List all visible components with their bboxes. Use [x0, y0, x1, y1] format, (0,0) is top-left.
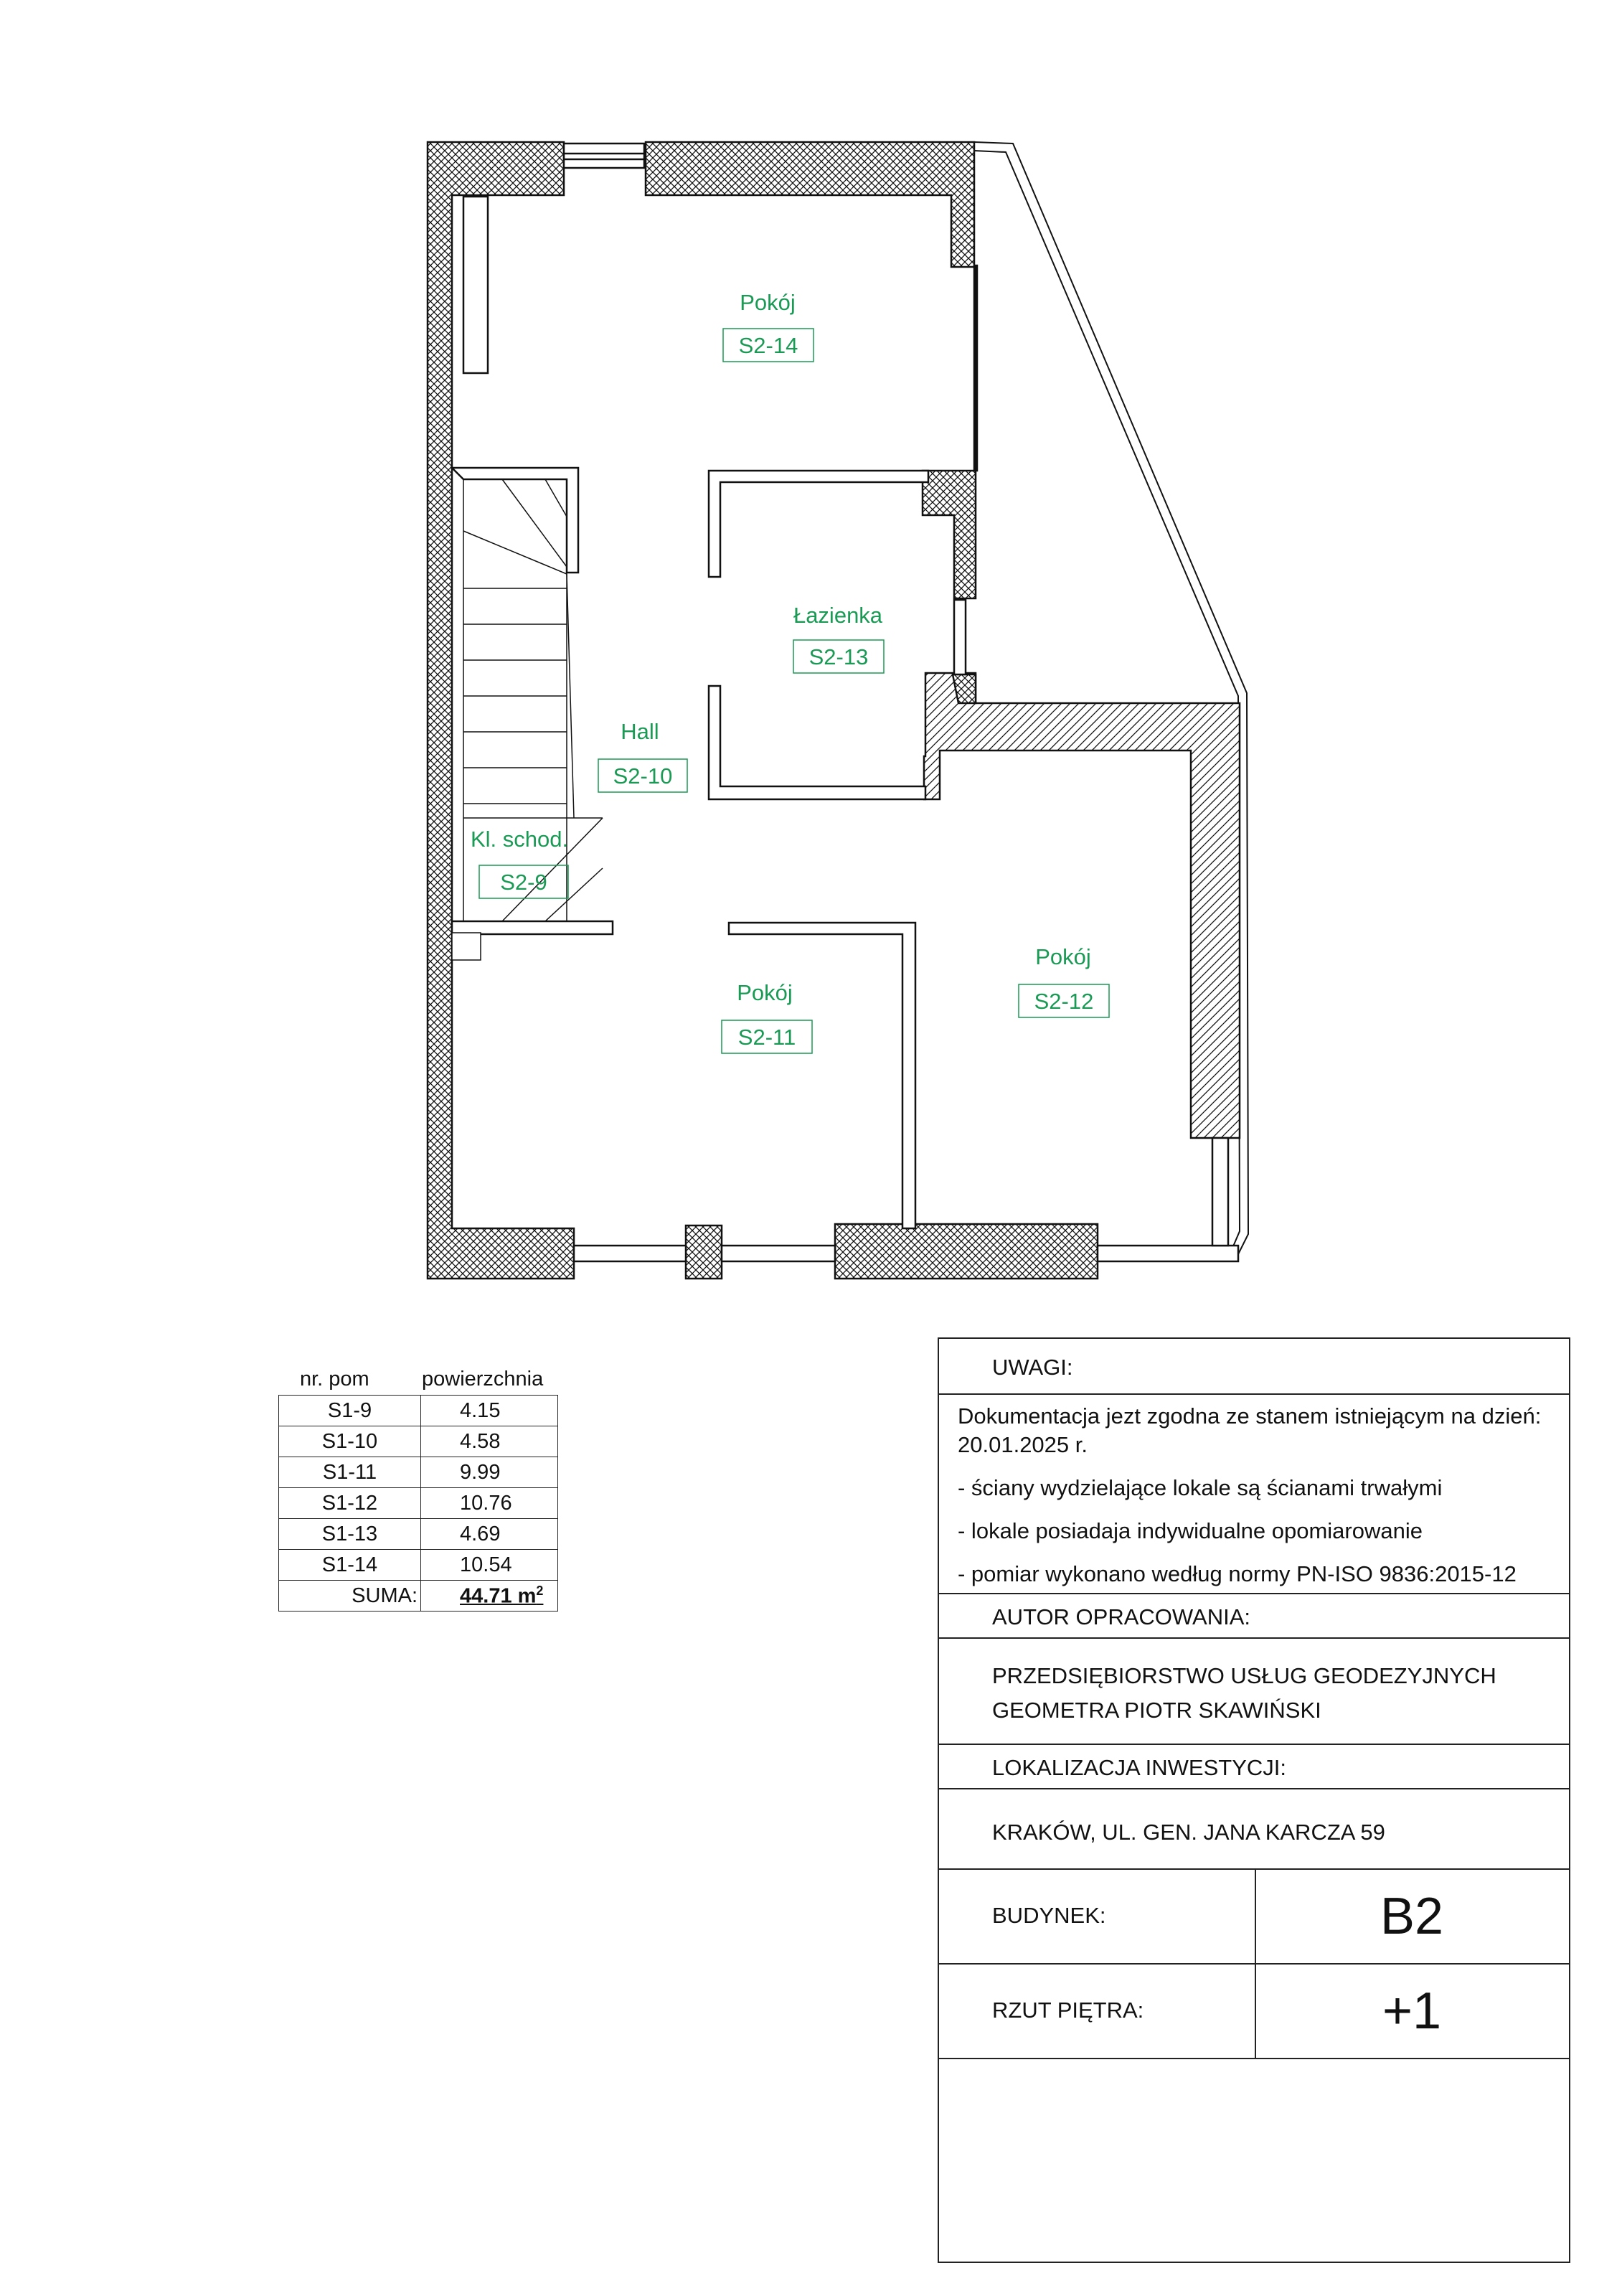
room-number-cell: S1-12 [279, 1488, 421, 1519]
room-area-cell: 10.54 [421, 1550, 558, 1581]
room-area-cell: 4.15 [421, 1396, 558, 1426]
room-area-cell: 10.76 [421, 1488, 558, 1519]
room-label-s2-9 [471, 827, 568, 898]
col-room-header: nr. pom [300, 1368, 369, 1391]
svg-text:Pokój: Pokój [740, 290, 796, 315]
svg-text:S2-14: S2-14 [738, 333, 798, 358]
area-table-body [278, 1395, 558, 1612]
svg-text:S2-9: S2-9 [500, 870, 547, 895]
col-area-header: powierzchnia [422, 1368, 544, 1391]
svg-text:Pokój: Pokój [1035, 944, 1091, 969]
location-value: KRAKÓW, UL. GEN. JANA KARCZA 59 [992, 1820, 1385, 1845]
table-row [279, 1550, 558, 1581]
author-line: PRZEDSIĘBIORSTWO USŁUG GEODEZYJNYCH [992, 1663, 1496, 1688]
notes-list [958, 1402, 1541, 1589]
area-table [278, 1366, 558, 1612]
note-line: Dokumentacja jezt zgodna ze stanem istniejącym na dzień: [958, 1403, 1542, 1429]
building-row [939, 1870, 1569, 1965]
notes-header: UWAGI: [992, 1355, 1073, 1380]
building-value: B2 [1380, 1888, 1444, 1945]
room-number-cell: S1-11 [279, 1457, 421, 1488]
svg-text:S2-11: S2-11 [737, 1025, 796, 1050]
svg-text:S2-12: S2-12 [1034, 989, 1094, 1014]
room-label-s2-10 [598, 719, 687, 792]
location-row [939, 1789, 1569, 1870]
note-line: 20.01.2025 r. [958, 1432, 1088, 1457]
table-row [279, 1519, 558, 1550]
floor-row [939, 1965, 1569, 2059]
sum-row [279, 1581, 558, 1612]
sum-label: SUMA: [279, 1581, 421, 1612]
notes-header-row [939, 1339, 1569, 1395]
svg-text:S2-10: S2-10 [613, 763, 673, 789]
floor-label: RZUT PIĘTRA: [992, 1998, 1144, 2023]
notes-row [939, 1395, 1569, 1594]
area-table-header [278, 1366, 558, 1395]
floor-value: +1 [1382, 1982, 1442, 2040]
room-label-s2-11 [722, 980, 812, 1053]
sum-value: 44.71 $m^2$ [421, 1581, 558, 1612]
table-row [279, 1396, 558, 1426]
room-area-cell: 4.69 [421, 1519, 558, 1550]
author-lines [992, 1659, 1496, 1728]
svg-text:Hall: Hall [621, 719, 659, 744]
note-line: - ściany wydzielające lokale są ścianami trwałymi [958, 1475, 1443, 1500]
room-area-cell: 4.58 [421, 1426, 558, 1457]
room-label-s2-12 [1019, 944, 1109, 1017]
structural-walls [924, 673, 1240, 1138]
svg-text:Kl. schod.: Kl. schod. [470, 827, 569, 852]
room-label-s2-13 [793, 603, 884, 673]
room-label-s2-14 [723, 290, 814, 362]
room-number-cell: S1-14 [279, 1550, 421, 1581]
author-header-row [939, 1594, 1569, 1639]
building-label: BUDYNEK: [992, 1903, 1106, 1928]
room-area-cell: 9.99 [421, 1457, 558, 1488]
author-header: AUTOR OPRACOWANIA: [992, 1604, 1250, 1629]
location-header-row [939, 1745, 1569, 1789]
svg-text:Łazienka: Łazienka [793, 603, 883, 628]
room-number-cell: S1-10 [279, 1426, 421, 1457]
title-block [938, 1337, 1570, 2263]
table-row [279, 1457, 558, 1488]
svg-text:S2-13: S2-13 [808, 644, 869, 669]
room-number-cell: S1-13 [279, 1519, 421, 1550]
author-line: GEOMETRA PIOTR SKAWIŃSKI [992, 1698, 1321, 1723]
table-row [279, 1426, 558, 1457]
svg-text:Pokój: Pokój [737, 980, 793, 1005]
note-line: - pomiar wykonano według normy PN-ISO 9836:2015-12 [958, 1561, 1517, 1586]
author-row [939, 1639, 1569, 1745]
note-line: - lokale posiadaja indywidualne opomiarowanie [958, 1518, 1423, 1543]
room-number-cell: S1-9 [279, 1396, 421, 1426]
location-header: LOKALIZACJA INWESTYCJI: [992, 1755, 1286, 1780]
table-row [279, 1488, 558, 1519]
